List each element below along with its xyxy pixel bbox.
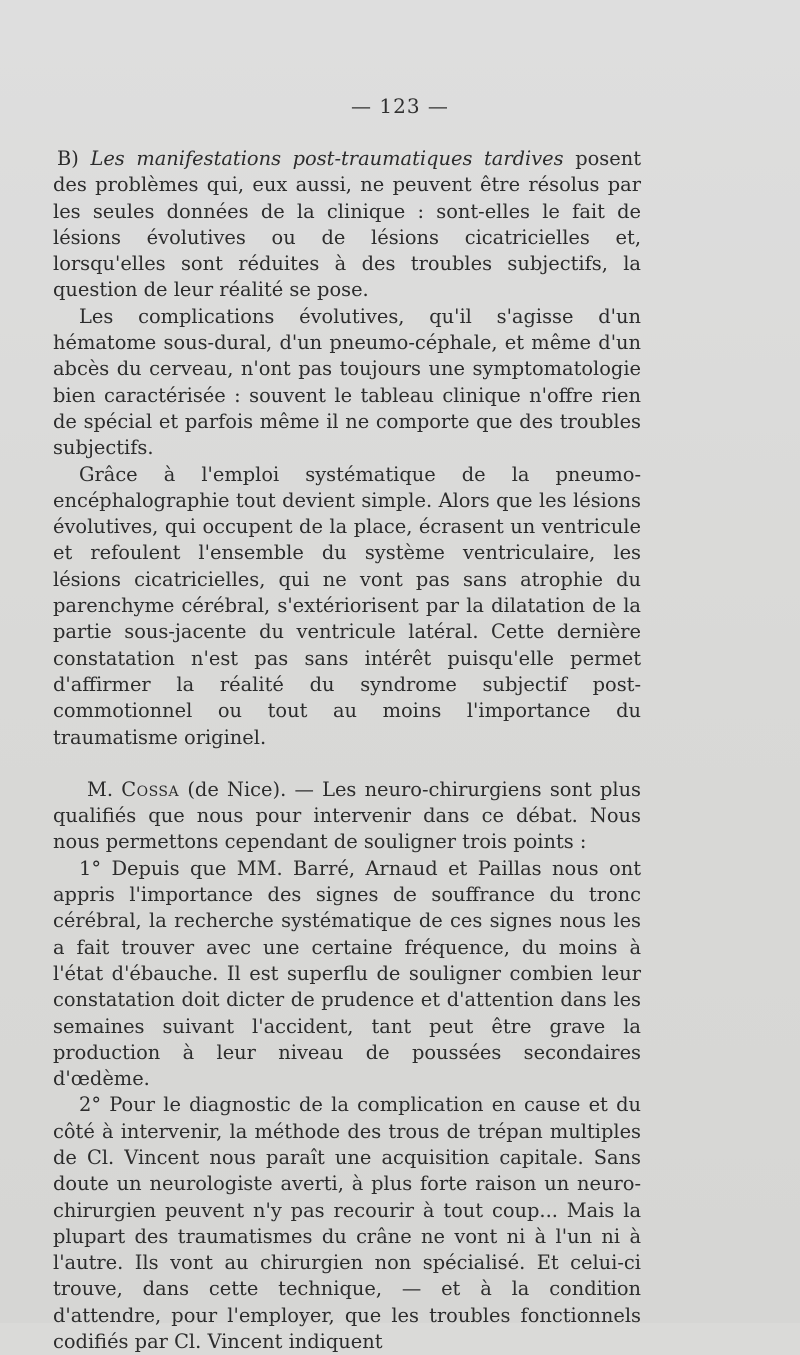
speaker-place: (de Nice). —	[187, 777, 314, 801]
page-number: — 123 —	[351, 94, 449, 118]
paragraph-point-2: 2° Pour le diagnostic de la complication en cause et du côté à intervenir, la méthode des trous de trépan multiples de Cl. Vincent nous paraît une acquisition capitale. Sans doute un neurologiste averti, à plus forte raison un neuro-chirurgien peuvent n'y pas recourir à tout coup... Mais la plupart des traumatismes du crâne ne vont ni à l'un ni à l'autre. Ils vont au chirurgien non spécialisé. Et celui-ci trouve, dans cette technique, — et à la condition d'attendre, pour l'employer, que les troubles fonctionnels codifiés par Cl. Vincent indiquent	[53, 1093, 641, 1354]
speaker-name: Cossa	[121, 777, 180, 801]
paragraph-section-b	[53, 146, 641, 304]
section-label: B)	[57, 147, 79, 170]
section-b-text: posent des problèmes qui, eux aussi, ne peuvent être résolus par les seules données de la clinique : sont-elles le fait de lésions évolutives ou de lésions cicatricielles et, lorsqu'elles sont réduites à des troubles subjectifs, la question de leur réalité se pose.	[53, 147, 642, 302]
speaker-title: M.	[87, 777, 114, 801]
paragraph-cossa-intro	[53, 777, 641, 856]
body-text	[53, 146, 641, 1355]
section-heading: Les manifestations post-traumatiques tardives	[90, 147, 564, 170]
paragraph-pneumo-encephalographie: Grâce à l'emploi systématique de la pneumo-encéphalographie tout devient simple. Alors que les lésions évolutives, qui occupent de la place, écrasent un ventricule et refoulent l'ensemble du système ventriculaire, les lésions cicatricielles, qui ne vont pas sans atrophie du parenchyme cérébral, s'extériorisent par la dilatation de la partie sous-jacente du ventricule latéral. Cette dernière constatation n'est pas sans intérêt puisqu'elle permet d'affirmer la réalité du syndrome subjectif post-commotionnel ou tout au moins l'importance du traumatisme originel.	[53, 462, 641, 749]
cossa-intro-text: Les neuro-chirurgiens sont plus qualifiés que nous pour intervenir dans ce débat. Nous nous permettons cependant de souligner trois points :	[53, 777, 642, 854]
paragraph-complications: Les complications évolutives, qu'il s'agisse d'un hématome sous-dural, d'un pneumo-céphale, et même d'un abcès du cerveau, n'ont pas toujours une symptomatologie bien caractérisée : souvent le tableau clinique n'offre rien de spécial et parfois même il ne comporte que des troubles subjectifs.	[53, 304, 641, 460]
paragraph-point-1: 1° Depuis que MM. Barré, Arnaud et Paillas nous ont appris l'importance des signes de souffrance du tronc cérébral, la recherche systématique de ces signes nous les a fait trouver avec une certaine fréquence, du moins à l'état d'ébauche. Il est superflu de souligner combien leur constatation doit dicter de prudence et d'attention dans les semaines suivant l'accident, tant peut être grave la production à leur niveau de poussées secondaires d'œdème.	[53, 856, 641, 1091]
